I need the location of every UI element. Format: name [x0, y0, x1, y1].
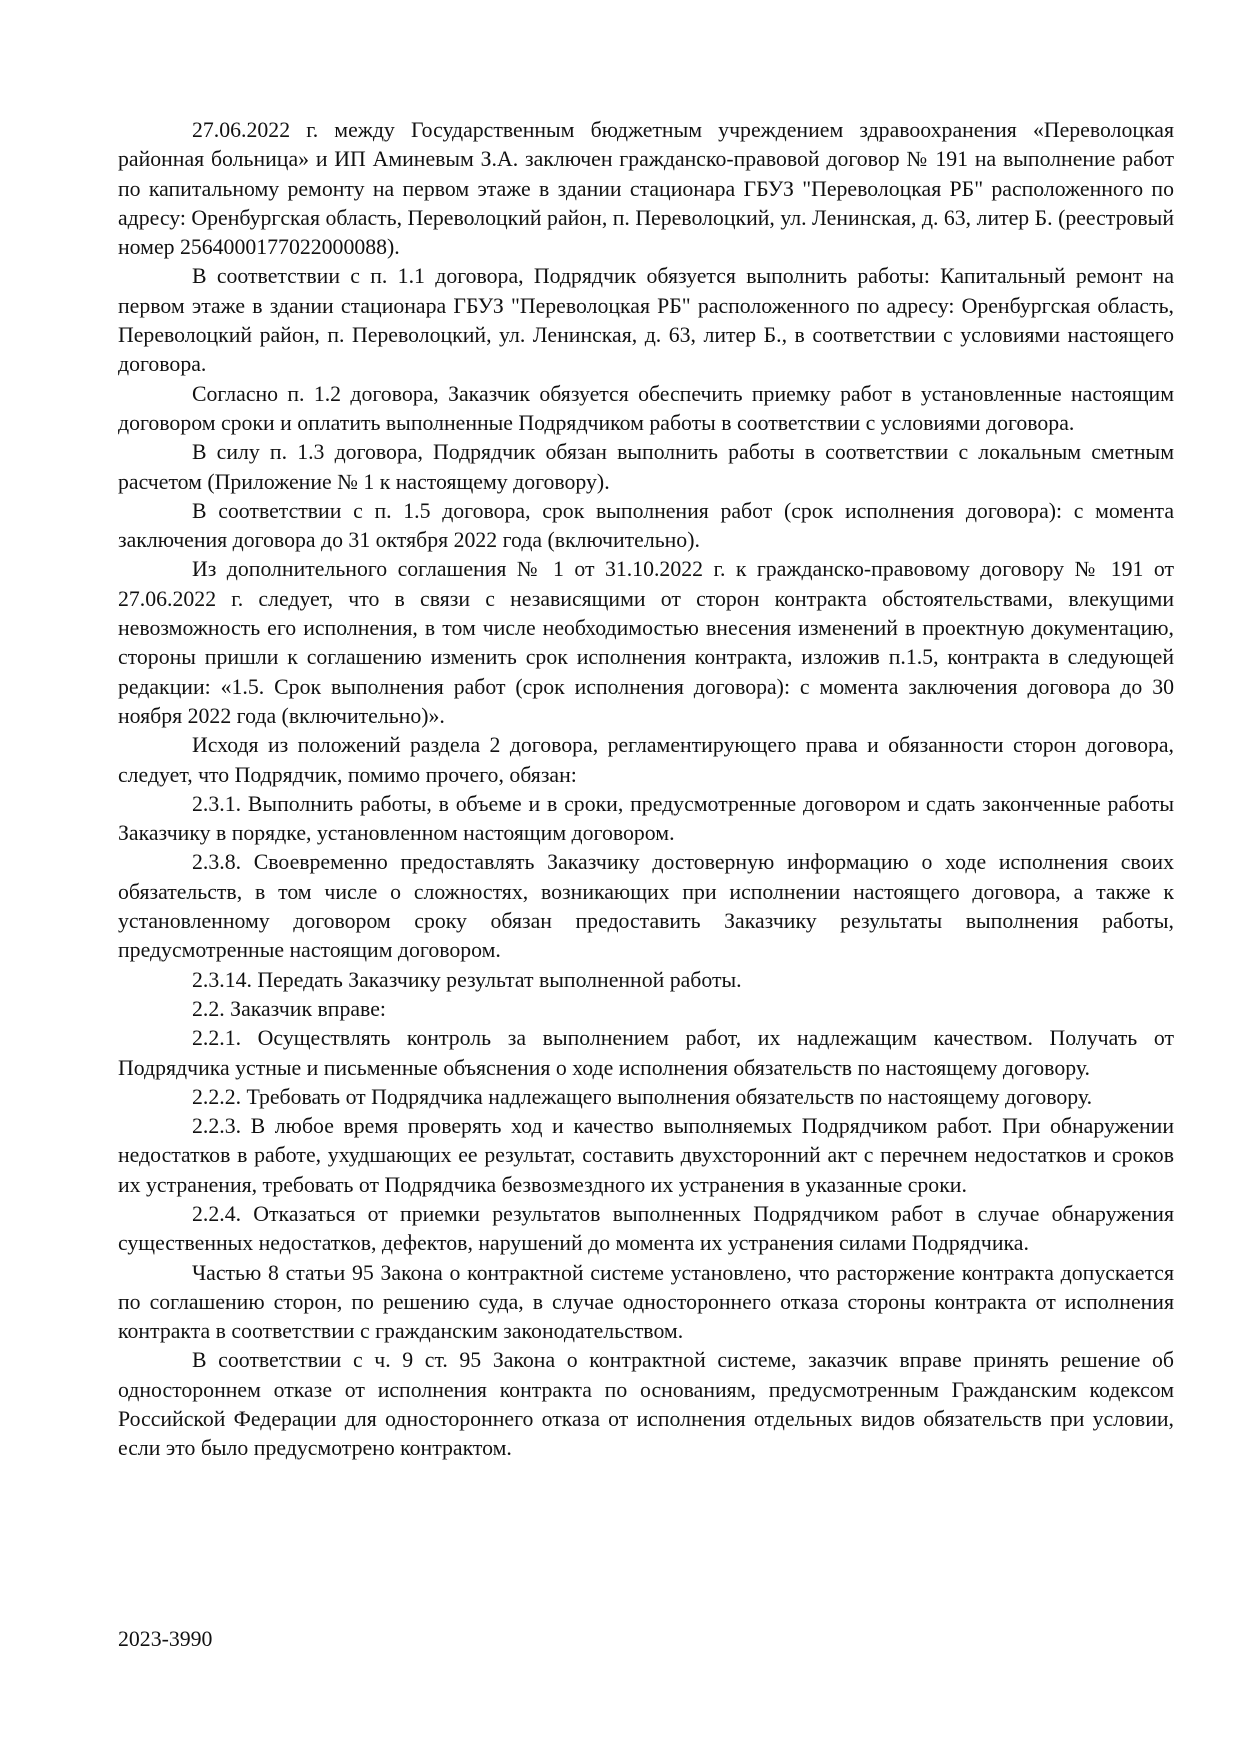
paragraph-clause-1-1: В соответствии с п. 1.1 договора, Подрядчик обязуется выполнить работы: Капитальный ремонт на первом этаже в здании стационара ГБУЗ "Переволоцкая РБ" расположенного по адресу: Оренбургская область, Переволоцкий район, п. Переволоцкий, ул. Ленинская, д. 63, литер Б., в соответствии с условиями настоящего договора. [118, 264, 1174, 377]
paragraph-law-article-95-part-8: Частью 8 статьи 95 Закона о контрактной системе установлено, что расторжение контракта допускается по соглашению сторон, по решению суда, в случае одностороннего отказа стороны контракта от исполнения контракта в соответствии с гражданским законодательством. [118, 1260, 1174, 1344]
document-body [118, 116, 1174, 1464]
paragraph-section-2-intro: Исходя из положений раздела 2 договора, регламентирующего права и обязанности сторон договора, следует, что Подрядчик, помимо прочего, обязан: [118, 733, 1174, 787]
paragraph-clause-2-2-2: 2.2.2. Требовать от Подрядчика надлежащего выполнения обязательств по настоящему договору. [192, 1084, 1093, 1109]
paragraph-clause-2-3-1: 2.3.1. Выполнить работы, в объеме и в сроки, предусмотренные договором и сдать законченные работы Заказчику в порядке, установленном настоящим договором. [118, 791, 1174, 846]
paragraph-clause-2-3-14: 2.3.14. Передать Заказчику результат выполненной работы. [192, 967, 742, 992]
paragraph-supplementary-agreement: Из дополнительного соглашения № 1 от 31.10.2022 г. к гражданско-правовому договору № 191 от 27.06.2022 г. следует, что в связи с независящими от сторон контракта обстоятельствами, влекущими невозможность его исполнения, в том числе необходимостью внесения изменений в проектную документацию, стороны пришли к соглашению изменить срок исполнения контракта, изложив п.1.5, контракта в следующей редакции: «1.5. Срок выполнения работ (срок исполнения договора): с момента заключения договора до 30 ноября 2022 года (включительно)». [118, 557, 1174, 728]
paragraph-clause-2-3-8: 2.3.8. Своевременно предоставлять Заказчику достоверную информацию о ходе исполнения своих обязательств, в том числе о сложностях, возникающих при исполнении настоящего договора, а также к установленному договором сроку обязан предоставить Заказчику результаты выполнения работы, предусмотренные настоящим договором. [118, 850, 1174, 963]
paragraph-clause-2-2-3: 2.2.3. В любое время проверять ход и качество выполняемых Подрядчиком работ. При обнаружении недостатков в работе, ухудшающих ее результат, составить двухсторонний акт с перечнем недостатков и сроков их устранения, требовать от Подрядчика безвозмездного их устранения в указанные сроки. [118, 1114, 1174, 1197]
paragraph-clause-1-3: В силу п. 1.3 договора, Подрядчик обязан выполнить работы в соответствии с локальным сметным расчетом (Приложение № 1 к настоящему договору). [118, 440, 1174, 494]
paragraph-law-article-95-part-9: В соответствии с ч. 9 ст. 95 Закона о контрактной системе, заказчик вправе принять решение об одностороннем отказе от исполнения контракта по основаниям, предусмотренным Гражданским кодексом Российской Федерации для одностороннего отказа от исполнения отдельных видов обязательств при условии, если это было предусмотрено контрактом. [118, 1348, 1174, 1461]
paragraph-clause-2-2-1: 2.2.1. Осуществлять контроль за выполнением работ, их надлежащим качеством. Получать от Подрядчика устные и письменные объяснения о ходе исполнения обязательств по настоящему договору. [118, 1026, 1174, 1080]
paragraph-clause-1-2: Согласно п. 1.2 договора, Заказчик обязуется обеспечить приемку работ в установленные настоящим договором сроки и оплатить выполненные Подрядчиком работы в соответствии с условиями договора. [118, 381, 1174, 435]
paragraph-contract-intro: 27.06.2022 г. между Государственным бюджетным учреждением здравоохранения «Переволоцкая районная больница» и ИП Аминевым З.А. заключен гражданско-правовой договор № 191 на выполнение работ по капитальному ремонту на первом этаже в здании стационара ГБУЗ "Переволоцкая РБ" расположенного по адресу: Оренбургская область, Переволоцкий район, п. Переволоцкий, ул. Ленинская, д. 63, литер Б. (реестровый номер 2564000177022000088). [118, 118, 1174, 260]
paragraph-clause-2-2-4: 2.2.4. Отказаться от приемки результатов выполненных Подрядчиком работ в случае обнаружения существенных недостатков, дефектов, нарушений до момента их устранения силами Подрядчика. [118, 1201, 1174, 1256]
paragraph-clause-2-2: 2.2. Заказчик вправе: [192, 996, 386, 1021]
paragraph-clause-1-5: В соответствии с п. 1.5 договора, срок выполнения работ (срок исполнения договора): с момента заключения договора до 31 октября 2022 года (включительно). [118, 498, 1174, 553]
case-number: 2023-3990 [118, 1627, 213, 1651]
